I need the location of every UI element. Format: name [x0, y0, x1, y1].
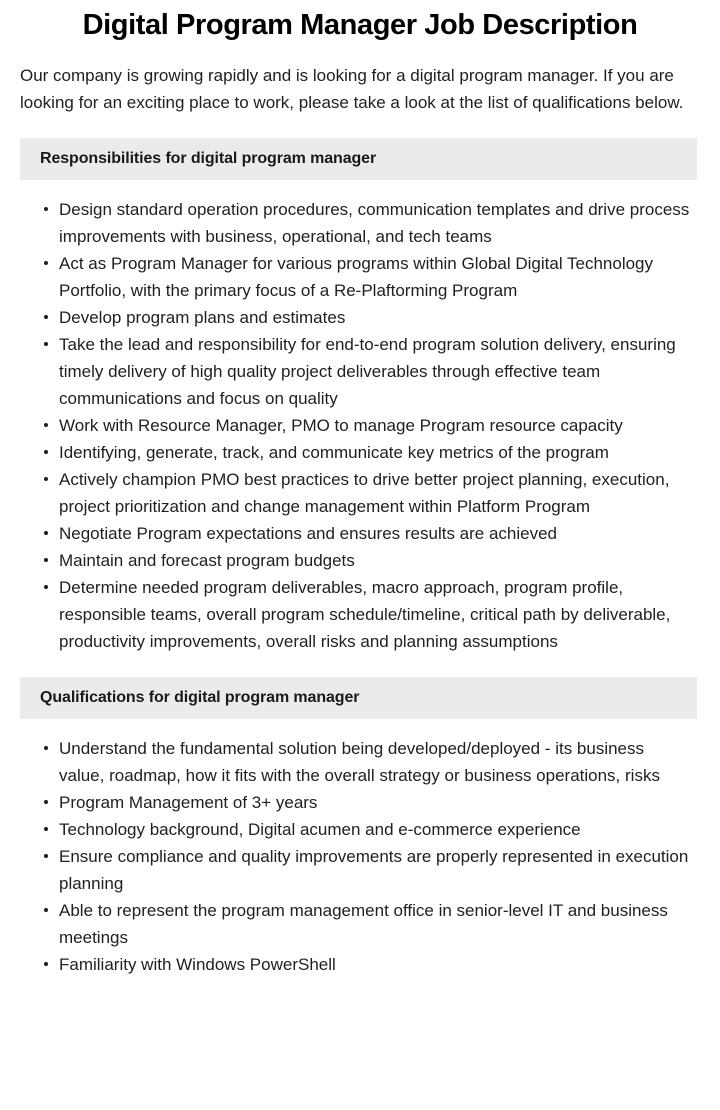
list-item: Actively champion PMO best practices to drive better project planning, execution, project prioritization and change management within Platform Program — [0, 466, 690, 520]
intro-paragraph: Our company is growing rapidly and is looking for a digital program manager. If you are looking for an exciting place to work, please take a look at the list of qualifications below. — [20, 66, 684, 112]
section-responsibilities — [0, 138, 720, 655]
list-item: Understand the fundamental solution being developed/deployed - its business value, roadmap, how it fits with the overall strategy or business operations, risks — [0, 735, 690, 789]
bullet-list-responsibilities — [0, 196, 720, 655]
list-item: Program Management of 3+ years — [0, 789, 690, 816]
list-item: Develop program plans and estimates — [0, 304, 690, 331]
list-item: Technology background, Digital acumen and e-commerce experience — [0, 816, 690, 843]
bottom-spacer — [0, 978, 720, 1002]
list-item: Act as Program Manager for various programs within Global Digital Technology Portfolio, with the primary focus of a Re-Plaftorming Program — [0, 250, 690, 304]
list-item: Ensure compliance and quality improvements are properly represented in execution planning — [0, 843, 690, 897]
page-title: Digital Program Manager Job Description — [82, 9, 638, 41]
section-header-responsibilities — [20, 138, 697, 180]
list-item: Maintain and forecast program budgets — [0, 547, 690, 574]
list-item: Work with Resource Manager, PMO to manage Program resource capacity — [0, 412, 690, 439]
list-item: Design standard operation procedures, communication templates and drive process improvements with business, operational, and tech teams — [0, 196, 690, 250]
list-item: Determine needed program deliverables, macro approach, program profile, responsible teams, overall program schedule/timeline, critical path by deliverable, productivity improvements, overall risks and planning assumptions — [0, 574, 690, 655]
list-item: Identifying, generate, track, and communicate key metrics of the program — [0, 439, 690, 466]
list-item: Able to represent the program management office in senior-level IT and business meetings — [0, 897, 690, 951]
sections-container — [0, 138, 720, 978]
section-qualifications — [0, 677, 720, 978]
list-item: Negotiate Program expectations and ensures results are achieved — [0, 520, 690, 547]
section-header-qualifications — [20, 677, 697, 719]
list-item: Familiarity with Windows PowerShell — [0, 951, 690, 978]
bullet-list-qualifications — [0, 735, 720, 978]
section-header-label: Responsibilities for digital program manager — [40, 150, 377, 167]
list-item: Take the lead and responsibility for end-to-end program solution delivery, ensuring timely delivery of high quality project deliverables through effective team communications and focus on quality — [0, 331, 690, 412]
section-header-label: Qualifications for digital program manager — [40, 689, 360, 706]
